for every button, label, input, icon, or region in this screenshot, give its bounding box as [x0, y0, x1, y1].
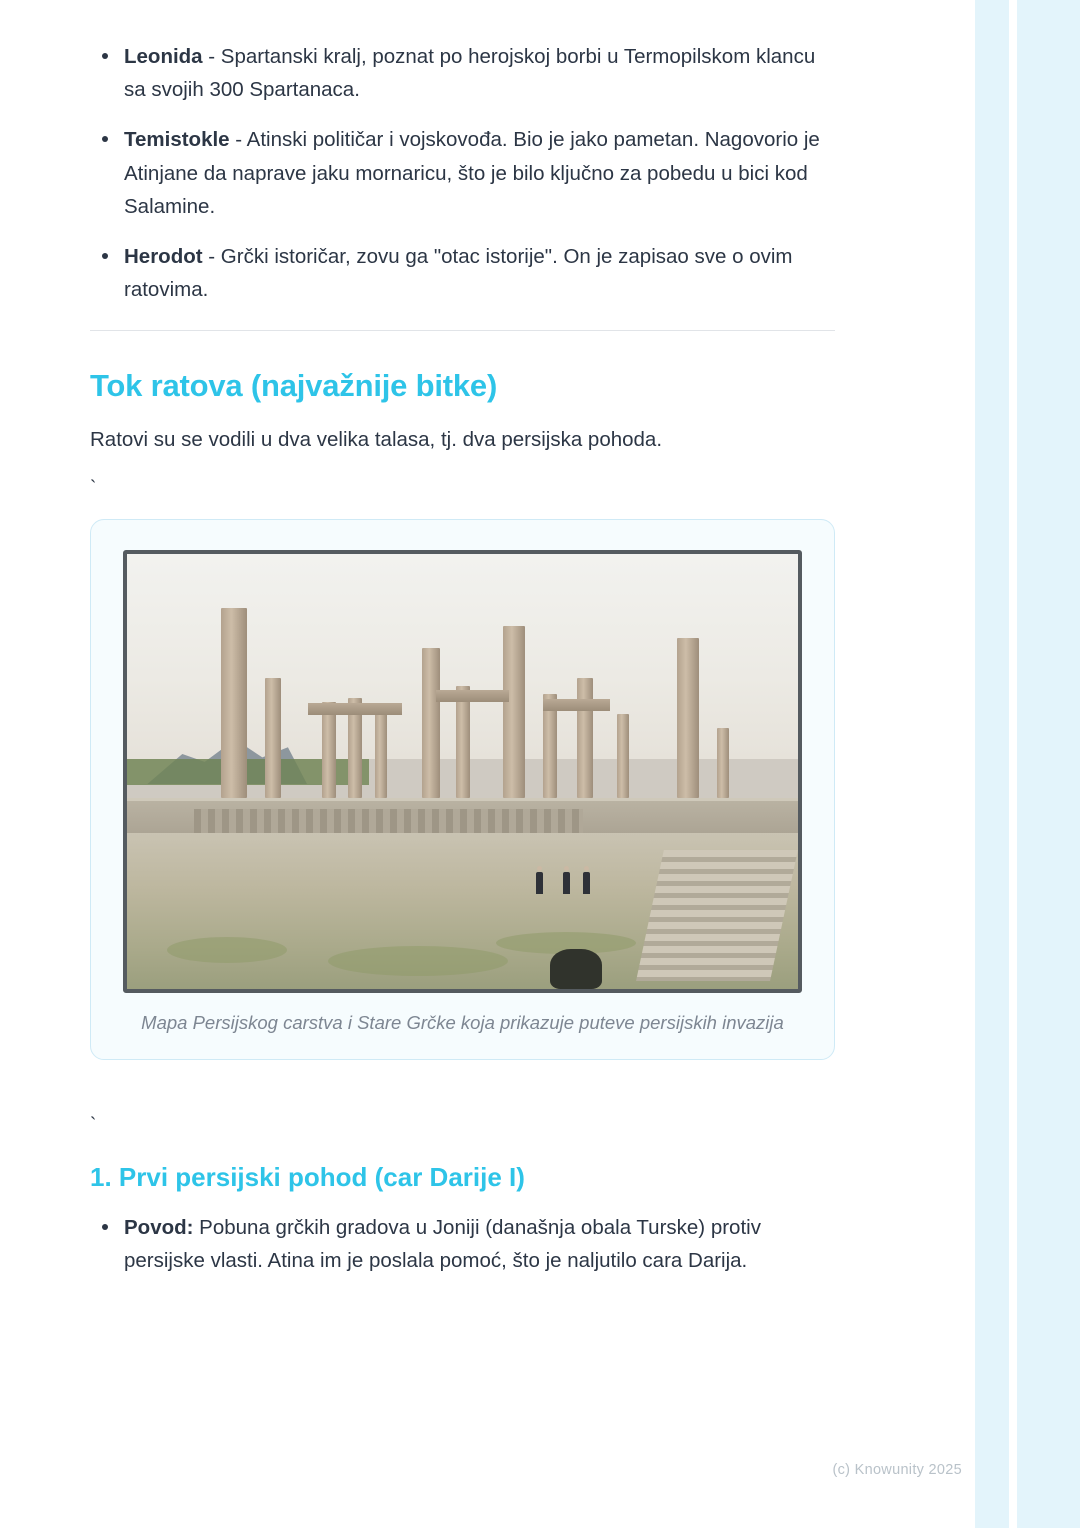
list-item-term: Temistokle — [124, 128, 230, 152]
list-item-text: - Atinski političar i vojskovođa. Bio je jako pametan. Nagovorio je Atinjane da naprave jaku mornaricu, što je bilo ključno za pobedu u bici kod Salamine. — [124, 128, 820, 218]
figure-card — [90, 519, 835, 1060]
photo-column — [265, 678, 281, 798]
photo-column — [375, 710, 387, 798]
photo-lintel — [543, 699, 610, 711]
list-item — [90, 123, 835, 223]
list-item — [90, 1211, 835, 1277]
list-item-text: Pobuna grčkih gradova u Joniji (današnja obala Turske) protiv persijske vlasti. Atina im je poslala pomoć, što je naljutilo cara Darija. — [124, 1215, 761, 1273]
photo-person — [583, 872, 590, 894]
section-heading: Tok ratova (najvažnije bitke) — [90, 368, 498, 404]
photo-column — [577, 678, 593, 798]
photo-ground-patch — [167, 937, 287, 963]
subsection-bullet-list — [90, 1211, 835, 1277]
section-divider — [90, 330, 835, 331]
photo-column — [617, 714, 629, 798]
list-item-term: Herodot — [124, 245, 203, 269]
document-content — [90, 40, 835, 1294]
list-item-term: Povod: — [124, 1215, 194, 1239]
figure-image — [123, 550, 802, 993]
photo-bush — [550, 949, 602, 989]
photo-column — [456, 686, 470, 798]
photo-person — [536, 872, 543, 894]
photo-column — [503, 626, 525, 798]
photo-column — [221, 608, 247, 798]
photo-column — [677, 638, 699, 798]
list-item — [90, 40, 835, 106]
photo-lintel — [308, 703, 402, 715]
photo-person — [563, 872, 570, 894]
photo-stairs — [637, 850, 799, 981]
subsection-heading: 1. Prvi persijski pohod (car Darije I) — [90, 1161, 525, 1192]
list-item-text: - Grčki istoričar, zovu ga "otac istorije". On je zapisao sve o ovim ratovima. — [124, 245, 793, 302]
photo-column — [322, 702, 336, 798]
photo-column — [717, 728, 729, 798]
tick-mark-top: ` — [90, 478, 97, 500]
intro-bullet-list — [90, 40, 835, 306]
list-item — [90, 240, 835, 306]
photo-column — [422, 648, 440, 798]
list-item-term: Leonida — [124, 45, 203, 68]
section-paragraph: Ratovi su se vodili u dva velika talasa, tj. dva persijska pohoda. — [90, 428, 663, 452]
figure-caption: Mapa Persijskog carstva i Stare Grčke koja prikazuje puteve persijskih invazija — [141, 1012, 784, 1034]
page-side-band-gap — [1009, 0, 1017, 1528]
footer-credit: (c) Knowunity 2025 — [832, 1462, 962, 1478]
photo-lintel — [436, 690, 510, 702]
list-item-text: - Spartanski kralj, poznat po herojskoj borbi u Termopilskom klancu sa svojih 300 Spartanaca. — [124, 45, 816, 102]
tick-mark-bottom: ` — [90, 1114, 97, 1136]
page-side-band — [975, 0, 1080, 1528]
